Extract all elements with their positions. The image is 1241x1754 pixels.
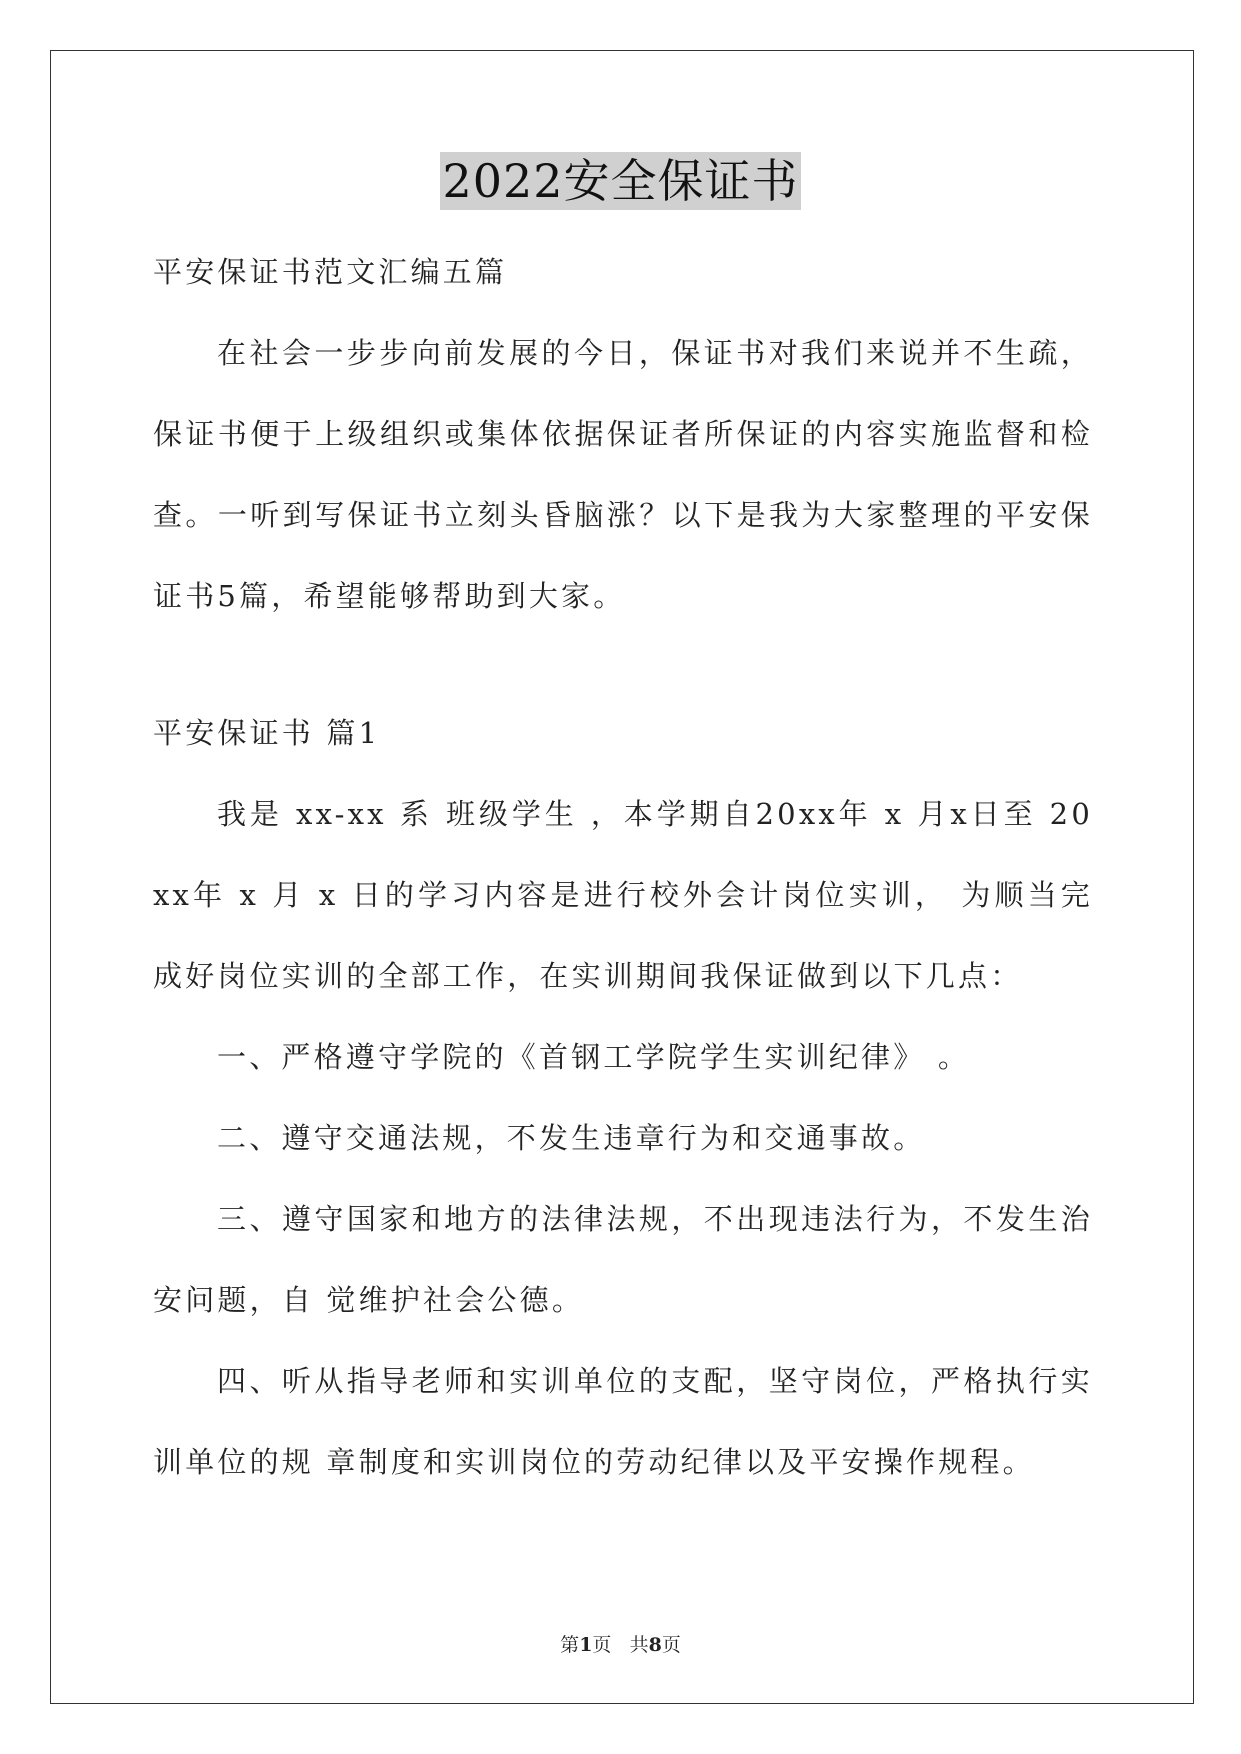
total-prefix: 共 bbox=[629, 1634, 649, 1656]
page-unit: 页 bbox=[592, 1634, 612, 1656]
total-unit: 页 bbox=[661, 1634, 681, 1656]
body-paragraph: 一、严格遵守学院的《首钢工学院学生实训纪律》 。 bbox=[217, 1040, 971, 1074]
subtitle: 平安保证书范文汇编五篇 bbox=[153, 255, 508, 289]
body-paragraph: 二、遵守交通法规，不发生违章行为和交通事故。 bbox=[217, 1121, 926, 1155]
section-gap bbox=[153, 637, 1093, 693]
title-container bbox=[0, 152, 1241, 210]
document-body bbox=[153, 232, 1093, 1503]
body-paragraph: 三、遵守国家和地方的法律法规，不出现违法行为，不发生治安问题，自 觉维护社会公德。 bbox=[153, 1202, 1093, 1317]
page-prefix: 第 bbox=[560, 1634, 580, 1656]
page-footer bbox=[0, 1630, 1241, 1657]
page-current: 1 bbox=[579, 1634, 593, 1656]
document-title: 2022安全保证书 bbox=[442, 154, 799, 208]
intro-paragraph: 在社会一步步向前发展的今日，保证书对我们来说并不生疏，保证书便于上级组织或集体依据保证者所保证的内容实施监督和检查。一听到写保证书立刻头昏脑涨？以下是我为大家整理的平安保证书5篇，希望能够帮助到大家。 bbox=[153, 336, 1093, 613]
section-heading: 平安保证书 篇1 bbox=[153, 716, 381, 750]
body-paragraph: 四、听从指导老师和实训单位的支配，坚守岗位，严格执行实训单位的规 章制度和实训岗位的劳动纪律以及平安操作规程。 bbox=[153, 1364, 1093, 1479]
page-total: 8 bbox=[648, 1634, 662, 1656]
body-paragraph: 我是 xx-xx 系 班级学生 ，本学期自20xx年 x 月x日至 20xx年 x 月 x 日的学习内容是进行校外会计岗位实训， 为顺当完成好岗位实训的全部工作，在实训期间我保证做到以下几点： bbox=[153, 797, 1093, 993]
